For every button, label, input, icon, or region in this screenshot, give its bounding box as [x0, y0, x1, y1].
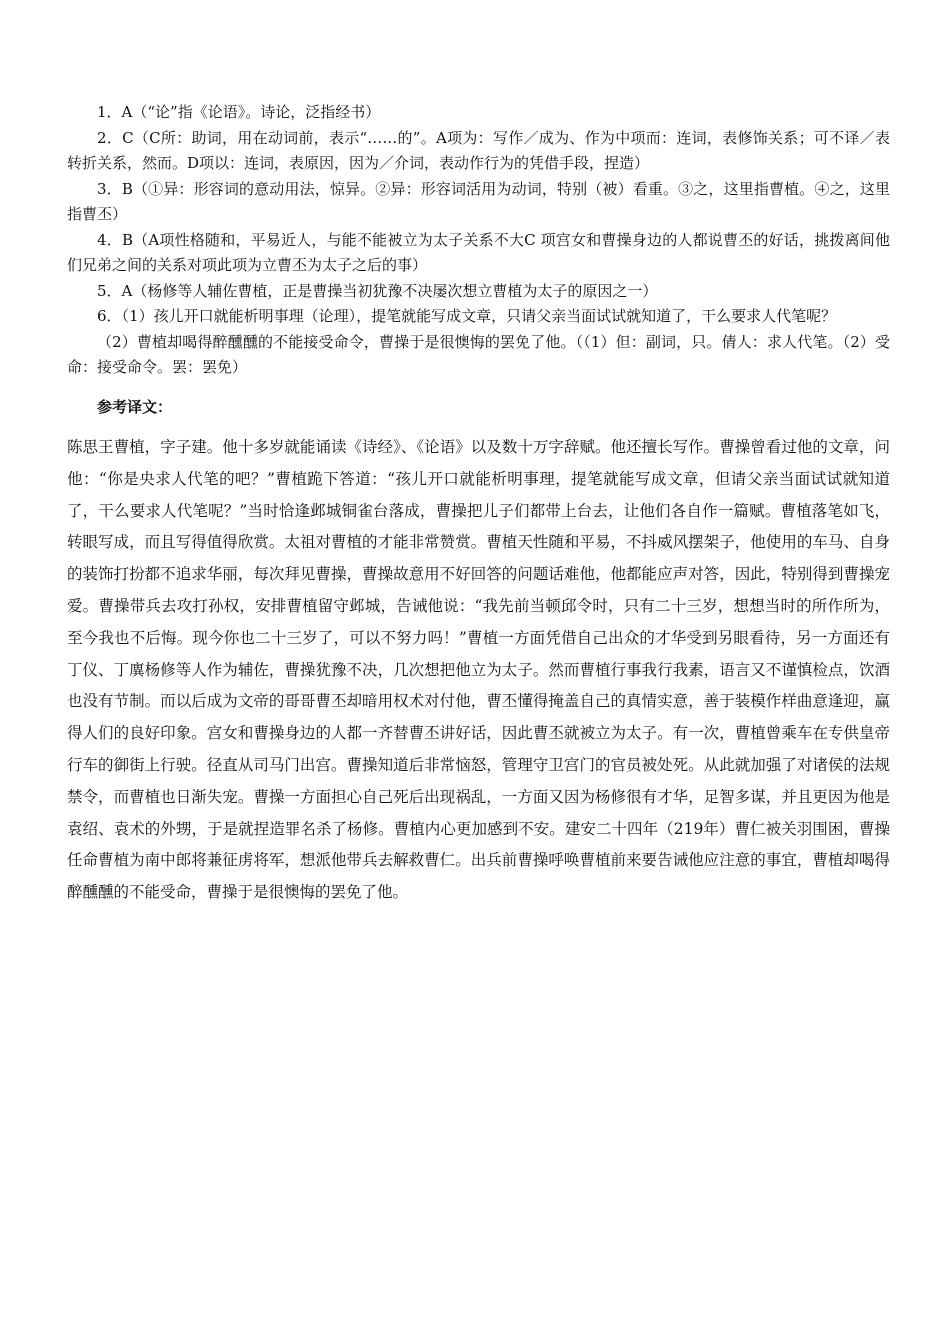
answer-list	[67, 100, 890, 381]
answer-item-6-2: （2）曹植却喝得醉醺醺的不能接受命令，曹操于是很懊悔的罢免了他。（（1）但：副词，只。倩人：求人代笔。（2）受命：接受命令。罢：罢免）	[67, 332, 890, 376]
translation-heading: 参考译文：	[97, 398, 173, 416]
answer-item-2: 2．C（C所：助词，用在动词前，表示“……的”。A项为：写作／成为、作为中项而：连词，表修饰关系；可不译／表转折关系，然而。D项以：连词，表原因，因为／介词，表动作行为的凭借手段，捏造）	[67, 128, 890, 172]
answer-item-3: 3．B（①异：形容词的意动用法，惊异。②异：形容词活用为动词，特别（被）看重。③之，这里指曹植。④之，这里指曹丕）	[67, 179, 890, 223]
answer-item-5: 5．A（杨修等人辅佐曹植，正是曹操当初犹豫不决屡次想立曹植为太子的原因之一）	[97, 281, 658, 300]
answer-item-1: 1．A（“论”指《论语》。诗论，泛指经书）	[97, 103, 381, 121]
answer-item-4: 4．B（A项性格随和，平易近人，与能不能被立为太子关系不大C 项宫女和曹操身边的人都说曹丕的好话，挑拨离间他们兄弟之间的关系对项此项为立曹丕为太子之后的事）	[67, 230, 890, 274]
answer-item-6-1: 6．（1）孩儿开口就能析明事理（论理），提笔就能写成文章，只请父亲当面试试就知道了，干么要求人代笔呢？	[97, 307, 837, 325]
translation-body: 陈思王曹植，字子建。他十多岁就能诵读《诗经》、《论语》以及数十万字辞赋。他还擅长写作。曹操曾看过他的文章，问他：“你是央求人代笔的吧？”曹植跪下答道：“孩儿开口就能析明事理，提笔就能写成文章，但请父亲当面试试就知道了，干么要求人代笔呢？”当时恰逢邺城铜雀台落成，曹操把儿子们都带上台去，让他们各自作一篇赋。曹植落笔如飞，转眼写成，而且写得值得欣赏。太祖对曹植的才能非常赞赏。曹植天性随和平易，不抖威风摆架子，他使用的车马、自身的装饰打扮都不追求华丽，每次拜见曹操，曹操故意用不好回答的问题话难他，他都能应声对答，因此，特别得到曹操宠爱。曹操带兵去攻打孙权，安排曹植留守邺城，告诫他说：“我先前当顿邱令时，只有二十三岁，想想当时的所作所为，至今我也不后悔。现今你也二十三岁了，可以不努力吗！”曹植一方面凭借自己出众的才华受到另眼看待，另一方面还有丁仪、丁廙杨修等人作为辅佐，曹操犹豫不决，几次想把他立为太子。然而曹植行事我行我素，语言又不谨慎检点，饮酒也没有节制。而以后成为文帝的哥哥曹丕却暗用权术对付他，曹丕懂得掩盖自己的真情实意，善于装模作样曲意逢迎，赢得人们的良好印象。宫女和曹操身边的人都一齐替曹丕讲好话，因此曹丕就被立为太子。有一次，曹植曾乘车在专供皇帝行车的御街上行驶。径直从司马门出宫。曹操知道后非常恼怒，管理守卫宫门的官员被处死。从此就加强了对诸侯的法规禁令，而曹植也日渐失宠。曹操一方面担心自己死后出现祸乱，一方面又因为杨修很有才华，足智多谋，并且更因为他是袁绍、袁术的外甥，于是就捏造罪名杀了杨修。曹植内心更加感到不安。建安二十四年（219年）曹仁被关羽围困，曹操任命曹植为南中郎将兼征虏将军，想派他带兵去解救曹仁。出兵前曹操呼唤曹植前来要告诫他应注意的事宜，曹植却喝得醉醺醺的不能受命，曹操于是很懊悔的罢免了他。	[67, 438, 890, 902]
